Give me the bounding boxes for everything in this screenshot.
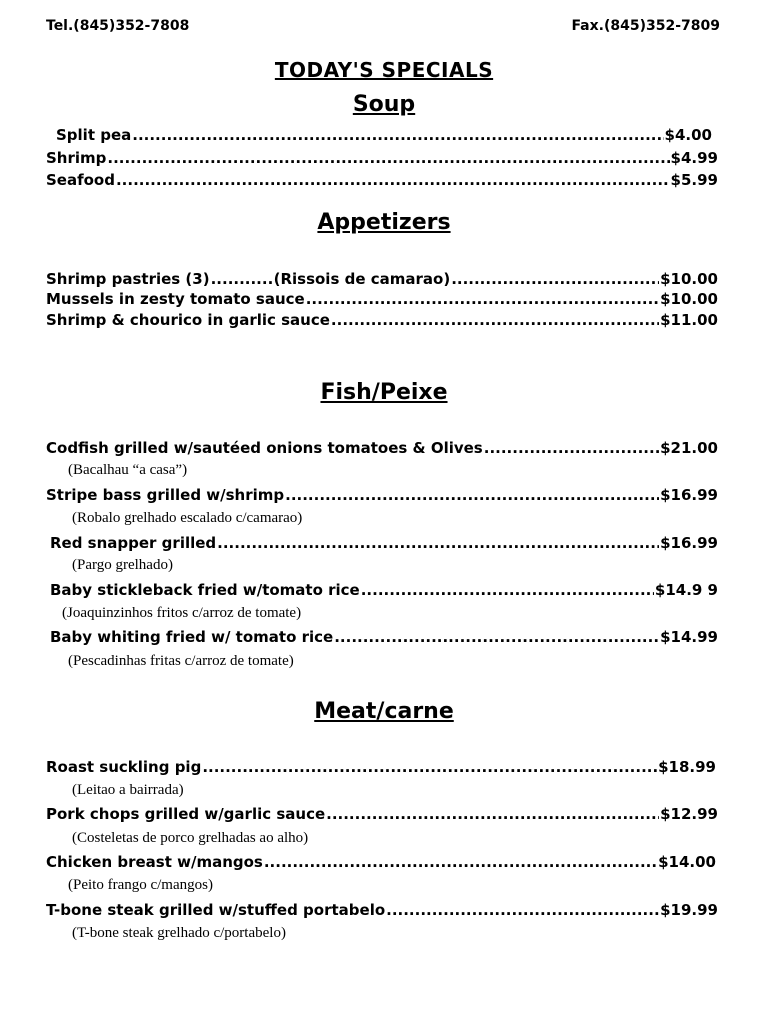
item-subtitle: (Robalo grelhado escalado c/camarao) [72,510,303,526]
fax-number: Fax.(845)352-7809 [571,18,720,34]
item-subtitle: (Pescadinhas fritas c/arroz de tomate) [68,653,294,669]
item-price: $4.99 [670,149,718,167]
item-name: Shrimp [46,149,107,167]
item-name: Split pea [56,126,132,144]
item-name: Roast suckling pig [46,758,202,776]
item-name: Mussels in zesty tomato sauce [46,290,305,308]
menu-item-suckling-pig [46,758,716,776]
menu-item-shrimp-chourico [46,311,718,329]
item-subtitle: (T-bone steak grelhado c/portabelo) [72,925,286,941]
menu-item-split-pea [56,126,712,144]
item-price: $18.99 [658,758,716,776]
menu-item-mussels [46,290,718,308]
menu-item-stripe-bass [46,486,718,504]
item-name: Codfish grilled w/sautéed onions tomatoes & Olives [46,439,483,457]
item-name: Shrimp & chourico in garlic sauce [46,311,330,329]
item-subtitle: (Leitao a bairrada) [72,782,184,798]
menu-item-seafood-soup [46,171,718,189]
item-subtitle: (Bacalhau “a casa”) [68,462,188,478]
item-price: $14.9 9 [654,581,718,599]
item-price: $5.99 [670,171,718,189]
page-title: TODAY'S SPECIALS [274,58,494,82]
appetizers-heading: Appetizers [317,210,451,235]
item-price: $11.00 [660,311,718,329]
menu-item-shrimp-soup [46,149,718,167]
menu-item-codfish [46,439,718,457]
fish-heading: Fish/Peixe [320,380,448,405]
menu-item-pork-chops [46,805,718,823]
menu-item-t-bone-steak [46,901,718,919]
item-name: Shrimp pastries (3) [46,270,210,288]
item-price: $14.99 [660,628,718,646]
item-price: $19.99 [660,901,718,919]
item-price: $14.00 [658,853,716,871]
menu-item-baby-whiting [50,628,718,646]
item-subtitle: (Costeletas de porco grelhadas ao alho) [72,830,309,846]
menu-item-chicken-breast [46,853,716,871]
item-price: $21.00 [660,439,718,457]
item-name: Baby whiting fried w/ tomato rice [50,628,334,646]
item-subtitle: (Pargo grelhado) [72,557,173,573]
item-name: T-bone steak grilled w/stuffed portabelo [46,901,386,919]
menu-item-shrimp-pastries [46,270,718,288]
item-name: Baby stickleback fried w/tomato rice [50,581,360,599]
telephone-number: Tel.(845)352-7808 [46,18,190,34]
meat-heading: Meat/carne [314,699,454,724]
soup-heading: Soup [352,92,416,117]
menu-item-red-snapper [50,534,718,552]
item-name: Seafood [46,171,115,189]
item-portuguese-name: (Rissois de camarao) [273,270,451,288]
item-name: Pork chops grilled w/garlic sauce [46,805,326,823]
item-price: $16.99 [660,534,718,552]
item-price: $10.00 [660,290,718,308]
item-name: Stripe bass grilled w/shrimp [46,486,285,504]
item-name: Red snapper grilled [50,534,217,552]
menu-item-baby-stickleback [50,581,718,599]
item-subtitle: (Joaquinzinhos fritos c/arroz de tomate) [62,605,302,621]
item-price: $16.99 [660,486,718,504]
item-price: $4.00 [664,126,712,144]
item-price: $10.00 [660,270,718,288]
item-subtitle: (Peito frango c/mangos) [68,877,213,893]
item-price: $12.99 [660,805,718,823]
item-name: Chicken breast w/mangos [46,853,263,871]
